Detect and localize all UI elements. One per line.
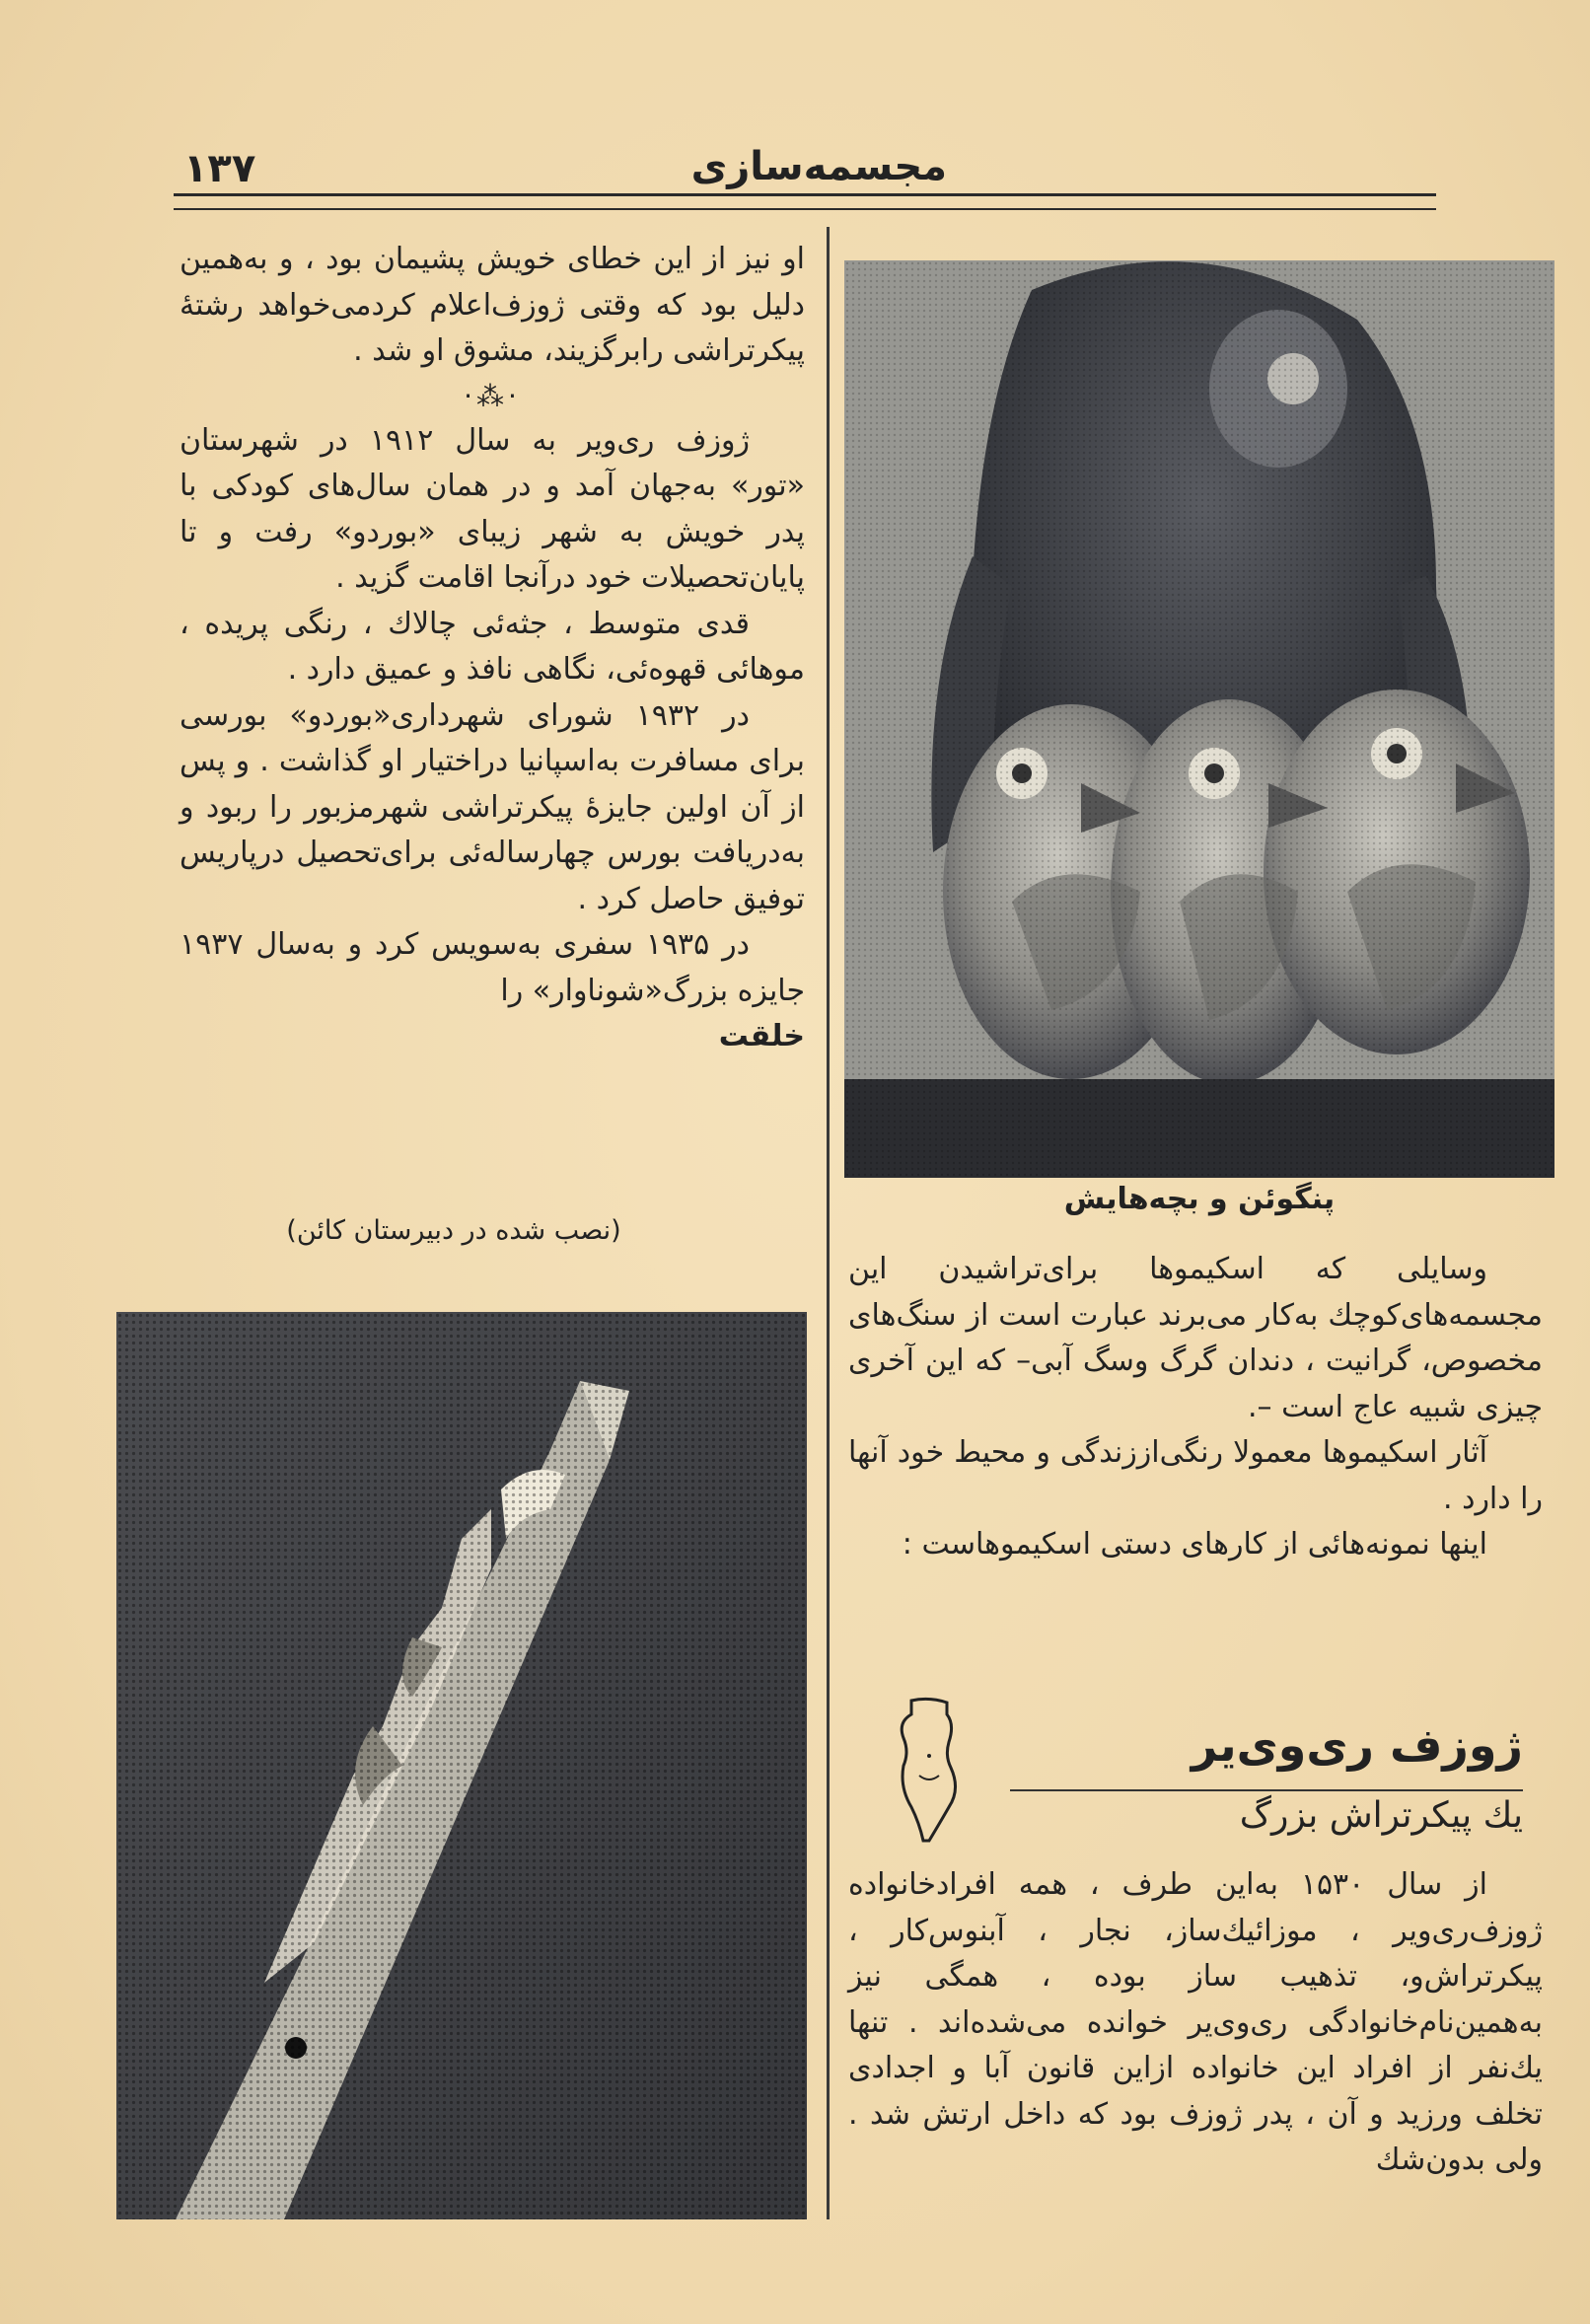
article-title: ژوزف ری‌وی‌یر — [1191, 1718, 1523, 1772]
paragraph: او نیز از این خطای خویش پشیمان بود ، و به‌همین دلیل بود که وقتی ژوزف‌اعلام کردمی‌خواهد رشتهٔ پیکرتراشی رابرگزیند، مشوق او شد . — [180, 242, 805, 368]
article-body — [848, 1862, 1543, 2184]
right-column-text — [848, 1247, 1543, 1568]
sculpture-caption: (نصب شده در دبیرستان کائن) — [286, 1215, 621, 1246]
paragraph: آثار اسکیموها معمولا رنگی‌اززندگی و محیط خود آنها را دارد . — [848, 1435, 1543, 1516]
section-ornament: ·⁂· — [464, 379, 521, 412]
paragraph: اینها نمونه‌هائی از کارهای دستی اسکیموهاست : — [902, 1527, 1487, 1561]
photo-caption: پنگوئن و بچه‌هایش — [1063, 1182, 1336, 1216]
article-title-block — [848, 1697, 1543, 1845]
paragraph: در ۱۹۳۲ شورای شهرداری«بوردو» بورسی برای مسافرت به‌اسپانیا دراختیار او گذاشت . و پس از آن اولین جایزهٔ پیکرتراشی شهرمزبور را ربود و به‌دریافت بورس چهارساله‌ئی برای‌تحصیل درپاریس توفیق حاصل کرد . — [180, 697, 805, 916]
column-divider — [827, 227, 830, 2219]
article-subtitle: یك پیکرتراش بزرگ — [1239, 1795, 1523, 1836]
paragraph: ژوزف ری‌ویر به سال ۱۹۱۲ در شهرستان «تور» به‌جهان آمد و در همان سال‌های کودکی با پدر خویش به شهر زیبای «بوردو» رفت و تا پایان‌تحصیلات خود درآنجا اقامت گزید . — [180, 422, 805, 595]
paragraph: از سال ۱۵۳۰ به‌این طرف ، همه افرادخانواده ژوزف‌ری‌ویر ، موزائیك‌ساز، نجار ، آبنوس‌کار ، پیکرتراش‌و، تذهیب ساز بوده ، همگی نیز به‌همین‌نام‌خانوادگی ری‌وی‌یر خوانده می‌شده‌اند . تنها یك‌نفر از افراد این خانواده ازاین قانون آبا و اجدادی تخلف ورزید و آن ، پدر ژوزف بود که داخل ارتش شد . ولی بدون‌شك — [848, 1867, 1543, 2177]
left-column-text — [180, 237, 805, 1060]
title-rule — [1010, 1789, 1523, 1791]
page-number: ۱۳۷ — [183, 146, 256, 191]
last-word: خلقت — [718, 1019, 805, 1053]
header-rule — [174, 193, 1436, 210]
paragraph: قدی متوسط ، جثه‌ئی چالاك ، رنگی پریده ، موهائی قهوه‌ئی، نگاهی نافذ و عمیق دارد . — [180, 606, 805, 687]
torso-sculpture-icon — [890, 1697, 969, 1845]
sculpture-photo — [116, 1312, 807, 2219]
paragraph: وسایلی که اسکیموها برای‌تراشیدن این مجسمه‌های‌کوچك به‌کار می‌برند عبارت است از سنگ‌های مخصوص، گرانیت ، دندان گرگ وسگ آبی– که این آخری چیزی شبیه عاج است –. — [848, 1252, 1543, 1424]
paragraph: در ۱۹۳۵ سفری به‌سویس کرد و به‌سال ۱۹۳۷ جایزه بزرگ«شوناوار» را — [180, 927, 805, 1008]
running-title: مجسمه‌سازی — [690, 144, 947, 189]
penguin-photo — [844, 260, 1554, 1178]
